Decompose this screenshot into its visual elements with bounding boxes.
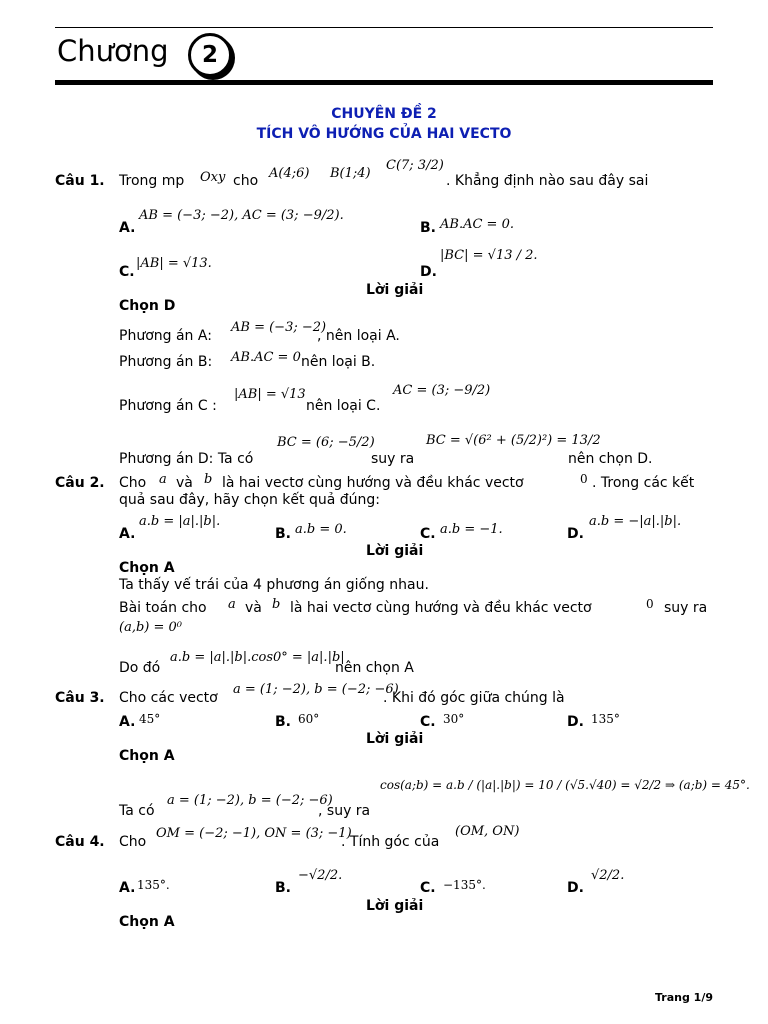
- q1-stem-post: . Khẳng định nào sau đây sai: [446, 173, 649, 189]
- q4-choice: Chọn A: [119, 914, 175, 930]
- q2-option-c-math: a.b = −1.: [440, 522, 503, 537]
- q1-sol-c-post: nên loại C.: [306, 398, 381, 414]
- q3-option-b-label: B.: [275, 714, 291, 730]
- q2-sol2-mid: là hai vectơ cùng hướng và đều khác vectơ: [290, 600, 592, 616]
- q2-zero-vector: 0: [580, 472, 588, 486]
- q3-sol-pre: Ta có: [119, 803, 155, 819]
- q2-sol2-a: a: [228, 597, 236, 612]
- q1-sol-d-math1: BC = (6; −5/2): [277, 435, 375, 450]
- q1-sol-a-math: AB = (−3; −2): [231, 320, 327, 335]
- q4-option-c-label: C.: [420, 880, 436, 896]
- q3-sol-math2: cos(a;b) = a.b / (|a|.|b|) = 10 / (√5.√40) = √2/2 ⇒ (a;b) = 45°.: [380, 778, 750, 792]
- q1-sol-c-math: |AB| = √13: [234, 387, 306, 402]
- q1-sol-d-math2: BC = √(6² + (5/2)²) = 13/2: [426, 433, 601, 448]
- q3-stem-pre: Cho các vectơ: [119, 690, 218, 706]
- q1-sol-c-extra: AC = (3; −9/2): [393, 383, 491, 398]
- top-rule: [55, 27, 713, 28]
- q1-label: Câu 1.: [55, 173, 105, 189]
- q1-option-c-math: |AB| = √13.: [136, 256, 212, 271]
- q4-stem-post: . Tính góc của: [341, 834, 440, 850]
- q3-label: Câu 3.: [55, 690, 105, 706]
- topic-subtitle: TÍCH VÔ HƯỚNG CỦA HAI VECTO: [256, 126, 512, 142]
- q3-option-c-math: 30°: [443, 712, 465, 726]
- chapter-number-badge: 2: [188, 33, 232, 77]
- q3-option-d-math: 135°: [591, 712, 620, 726]
- q4-stem-pre: Cho: [119, 834, 147, 850]
- q1-sol-d-post: nên chọn D.: [568, 451, 653, 467]
- q3-choice: Chọn A: [119, 748, 175, 764]
- q2-stem-line2: quả sau đây, hãy chọn kết quả đúng:: [119, 492, 380, 508]
- q2-stem1: Cho: [119, 475, 147, 491]
- q1-point-a: A(4;6): [269, 166, 310, 181]
- q1-option-b-label: B.: [420, 220, 436, 236]
- q3-sol-math1: a = (1; −2), b = (−2; −6): [167, 793, 333, 808]
- q1-point-c: C(7; 3/2): [386, 158, 444, 173]
- q3-stem-post: . Khi đó góc giữa chúng là: [383, 690, 565, 706]
- q2-sol2-b: b: [272, 597, 281, 612]
- q2-sol3-math: (a,b) = 0⁰: [119, 620, 182, 635]
- q1-option-b-math: AB.AC = 0.: [440, 217, 514, 232]
- q3-sol-mid: , suy ra: [318, 803, 371, 819]
- q1-oxy: Oxy: [200, 170, 226, 185]
- q1-option-a-math: AB = (−3; −2), AC = (3; −9/2).: [139, 208, 344, 223]
- q2-option-b-math: a.b = 0.: [295, 522, 347, 537]
- q2-option-a-math: a.b = |a|.|b|.: [139, 514, 221, 529]
- q1-sol-d-pre: Phương án D: Ta có: [119, 451, 254, 467]
- q4-option-a-math: 135°.: [137, 878, 170, 892]
- q2-sol4-post: nên chọn A: [335, 660, 414, 676]
- q3-option-d-label: D.: [567, 714, 584, 730]
- page-number: Trang 1/9: [654, 991, 713, 1004]
- q4-option-b-label: B.: [275, 880, 291, 896]
- q1-stem-pre: Trong mp: [119, 173, 185, 189]
- q2-option-a-label: A.: [119, 526, 136, 542]
- q2-sol2-post: suy ra: [664, 600, 708, 616]
- q1-option-d-label: D.: [420, 264, 437, 280]
- q1-sol-c-pre: Phương án C :: [119, 398, 217, 414]
- q1-point-b: B(1;4): [330, 166, 371, 181]
- q4-stem-math: OM = (−2; −1), ON = (3; −1): [156, 826, 352, 841]
- q4-option-d-math: √2/2.: [591, 868, 625, 883]
- q1-stem-cho: cho: [233, 173, 259, 189]
- q3-solution-heading: Lời giải: [366, 731, 424, 747]
- q4-label: Câu 4.: [55, 834, 105, 850]
- q2-sol4-pre: Do đó: [119, 660, 161, 676]
- q2-option-d-label: D.: [567, 526, 584, 542]
- q2-stem3: . Trong các kết: [592, 475, 695, 491]
- q2-label: Câu 2.: [55, 475, 105, 491]
- q4-option-d-label: D.: [567, 880, 584, 896]
- q2-sol2-zero: 0: [646, 597, 654, 611]
- q2-vector-b: b: [204, 472, 213, 487]
- q2-vector-a: a: [159, 472, 167, 487]
- q4-stem-math2: (OM, ON): [455, 824, 520, 839]
- q2-sol4-math: a.b = |a|.|b|.cos0° = |a|.|b|: [170, 650, 345, 665]
- q1-sol-d-mid: suy ra: [371, 451, 415, 467]
- q2-stem2: là hai vectơ cùng hướng và đều khác vectơ: [222, 475, 524, 491]
- q4-option-b-math: −√2/2.: [298, 868, 343, 883]
- q1-sol-b-math: AB.AC = 0: [231, 350, 301, 365]
- q4-option-a-label: A.: [119, 880, 136, 896]
- chapter-word: Chương: [57, 34, 169, 68]
- q3-option-b-math: 60°: [298, 712, 320, 726]
- q1-option-a-label: A.: [119, 220, 136, 236]
- q4-option-c-math: −135°.: [443, 878, 486, 892]
- q3-option-c-label: C.: [420, 714, 436, 730]
- q1-sol-b-pre: Phương án B:: [119, 354, 213, 370]
- q1-solution-heading: Lời giải: [366, 282, 424, 298]
- header-rule: [55, 80, 713, 85]
- q2-option-d-math: a.b = −|a|.|b|.: [589, 514, 682, 529]
- q2-va: và: [176, 475, 193, 491]
- q1-sol-b-post: nên loại B.: [301, 354, 376, 370]
- q2-solution-heading: Lời giải: [366, 543, 424, 559]
- q1-choice: Chọn D: [119, 298, 176, 314]
- q2-sol1: Ta thấy vế trái của 4 phương án giống nhau.: [119, 577, 429, 593]
- q2-sol2-pre: Bài toán cho: [119, 600, 207, 616]
- q3-option-a-label: A.: [119, 714, 136, 730]
- q1-option-d-math: |BC| = √13 / 2.: [440, 248, 538, 263]
- q2-sol2-va: và: [245, 600, 262, 616]
- q2-choice: Chọn A: [119, 560, 175, 576]
- q3-option-a-math: 45°: [139, 712, 161, 726]
- topic-title: CHUYÊN ĐỀ 2: [331, 106, 437, 122]
- q1-option-c-label: C.: [119, 264, 135, 280]
- q1-sol-a-pre: Phương án A:: [119, 328, 212, 344]
- q3-stem-math: a = (1; −2), b = (−2; −6): [233, 682, 399, 697]
- q2-option-c-label: C.: [420, 526, 436, 542]
- q2-option-b-label: B.: [275, 526, 291, 542]
- q1-sol-a-post: , nên loại A.: [317, 328, 400, 344]
- q4-solution-heading: Lời giải: [366, 898, 424, 914]
